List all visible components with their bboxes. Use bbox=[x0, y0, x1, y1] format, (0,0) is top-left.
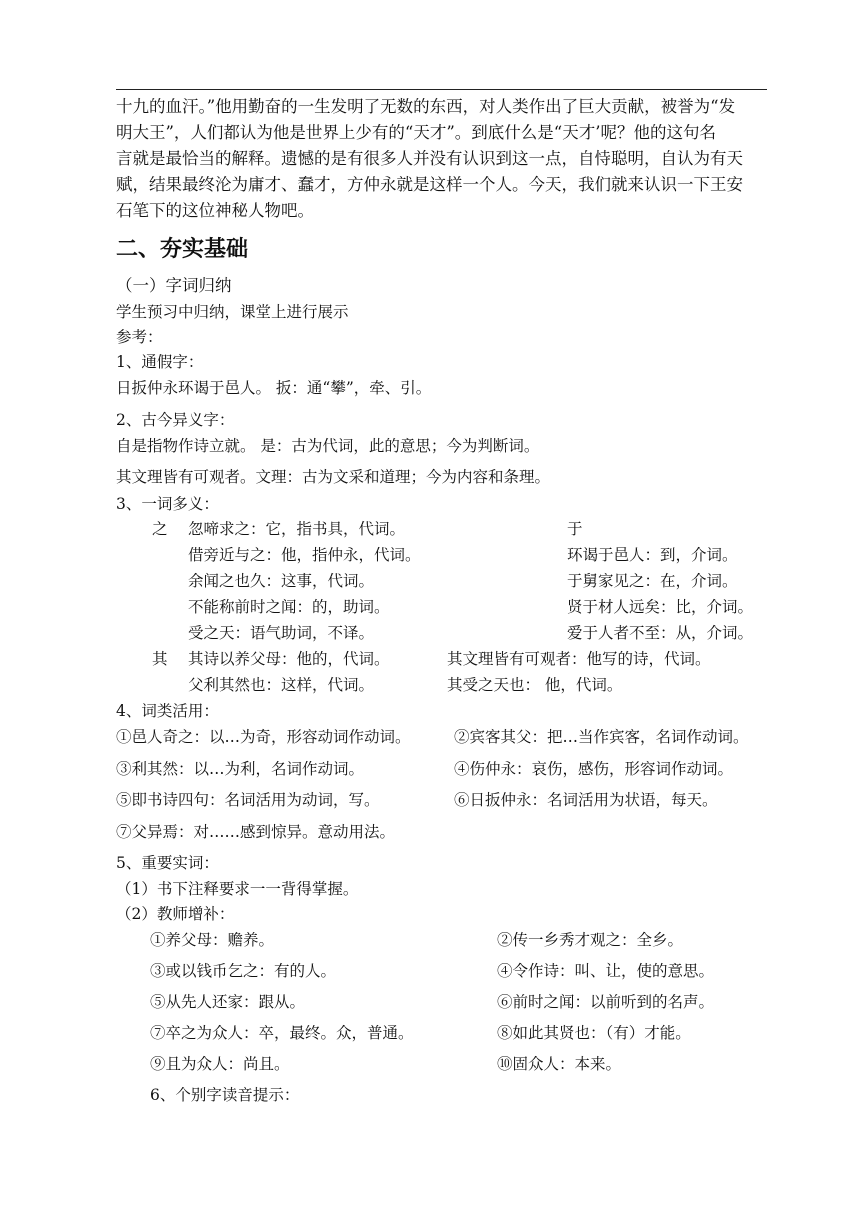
gujin-example: 其文理皆有可观者。文理：古为文采和道理；今为内容和条理。 bbox=[116, 468, 551, 486]
section-heading: 二、夯实基础 bbox=[116, 237, 249, 262]
qi-label: 其 bbox=[152, 650, 168, 668]
qi-item: 其文理皆有可观者：他写的诗，代词。 bbox=[447, 650, 711, 668]
huoyong-heading: 4、词类活用： bbox=[116, 702, 219, 720]
intro-line: 言就是最恰当的解释。遗憾的是有很多人并没有认识到这一点，自恃聪明，自认为有天 bbox=[116, 149, 743, 168]
shici-item: ⑥前时之闻：以前听到的名声。 bbox=[497, 993, 715, 1011]
duoyi-heading: 3、一词多义： bbox=[116, 495, 219, 513]
shici-heading: 5、重要实词： bbox=[116, 854, 219, 872]
yu-item: 贤于材人远矣：比，介词。 bbox=[567, 598, 754, 616]
subsection-heading: （一）字词归纳 bbox=[116, 276, 232, 295]
shici-item: ⑩固众人：本来。 bbox=[497, 1055, 622, 1073]
tongjiazi-heading: 1、通假字： bbox=[116, 353, 204, 371]
huoyong-item: ⑦父异焉：对……感到惊异。意动用法。 bbox=[116, 823, 396, 841]
yu-label: 于 bbox=[567, 520, 583, 538]
yu-item: 于舅家见之：在，介词。 bbox=[567, 572, 738, 590]
shici-item: ②传一乡秀才观之：全乡。 bbox=[497, 931, 684, 949]
intro-line: 石笔下的这位神秘人物吧。 bbox=[116, 201, 314, 220]
huoyong-item: ④伤仲永：哀伤，感伤，形容词作动词。 bbox=[454, 760, 734, 778]
zhi-item: 余闻之也久：这事，代词。 bbox=[188, 572, 375, 590]
shici-sub: （1）书下注释要求一一背得掌握。 bbox=[116, 880, 359, 898]
huoyong-item: ②宾客其父：把…当作宾客，名词作动词。 bbox=[454, 728, 749, 746]
tongjiazi-example: 日扳仲永环谒于邑人。 扳：通“攀”，牵、引。 bbox=[116, 379, 432, 397]
intro-line: 明大王”，人们都认为他是世界上少有的“天才”。到底什么是“天才’呢？他的这句名 bbox=[116, 123, 716, 142]
huoyong-item: ⑤即书诗四句：名词活用为动词，写。 bbox=[116, 791, 380, 809]
huoyong-item: ①邑人奇之：以…为奇，形容动词作动词。 bbox=[116, 728, 411, 746]
header-rule bbox=[116, 89, 767, 90]
shici-item: ⑧如此其贤也：（有）才能。 bbox=[497, 1024, 691, 1042]
zhi-item: 忽啼求之：它，指书具，代词。 bbox=[188, 520, 406, 538]
zhi-label: 之 bbox=[152, 520, 168, 538]
gujin-heading: 2、古今异义字： bbox=[116, 411, 235, 429]
yu-item: 环谒于邑人：到，介词。 bbox=[567, 546, 738, 564]
qi-item: 父利其然也：这样，代词。 bbox=[188, 676, 375, 694]
shici-item: ①养父母：赡养。 bbox=[150, 931, 275, 949]
intro-line: 十九的血汗。”他用勤奋的一生发明了无数的东西，对人类作出了巨大贡献，被誉为“发 bbox=[116, 97, 736, 116]
preview-note: 学生预习中归纳，课堂上进行展示 bbox=[116, 303, 349, 321]
shici-item: ④令作诗：叫、让，使的意思。 bbox=[497, 962, 715, 980]
zhi-item: 受之天：语气助词，不译。 bbox=[188, 624, 375, 642]
qi-item: 其受之天也： 他，代词。 bbox=[447, 676, 623, 694]
shici-item: ⑨且为众人：尚且。 bbox=[150, 1055, 290, 1073]
shici-item: ⑤从先人还家：跟从。 bbox=[150, 993, 306, 1011]
zhi-item: 借旁近与之：他，指仲永，代词。 bbox=[188, 546, 421, 564]
gujin-example: 自是指物作诗立就。 是：古为代词，此的意思；今为判断词。 bbox=[116, 437, 540, 455]
huoyong-item: ③利其然：以…为利，名词作动词。 bbox=[116, 760, 365, 778]
intro-line: 赋，结果最终沦为庸才、蠢才，方仲永就是这样一个人。今天，我们就来认识一下王安 bbox=[116, 175, 743, 194]
huoyong-item: ⑥日扳仲永：名词活用为状语，每天。 bbox=[454, 791, 718, 809]
reference-label: 参考： bbox=[116, 328, 163, 346]
shici-item: ③或以钱币乞之：有的人。 bbox=[150, 962, 337, 980]
qi-item: 其诗以养父母：他的，代词。 bbox=[188, 650, 390, 668]
duyin-heading: 6、个别字读音提示： bbox=[150, 1086, 300, 1104]
intro-paragraph bbox=[116, 94, 776, 224]
yu-item: 爱于人者不至：从，介词。 bbox=[567, 624, 754, 642]
zhi-item: 不能称前时之闻：的，助词。 bbox=[188, 598, 390, 616]
shici-sub: （2）教师增补： bbox=[116, 905, 235, 923]
shici-item: ⑦卒之为众人：卒，最终。众，普通。 bbox=[150, 1024, 414, 1042]
